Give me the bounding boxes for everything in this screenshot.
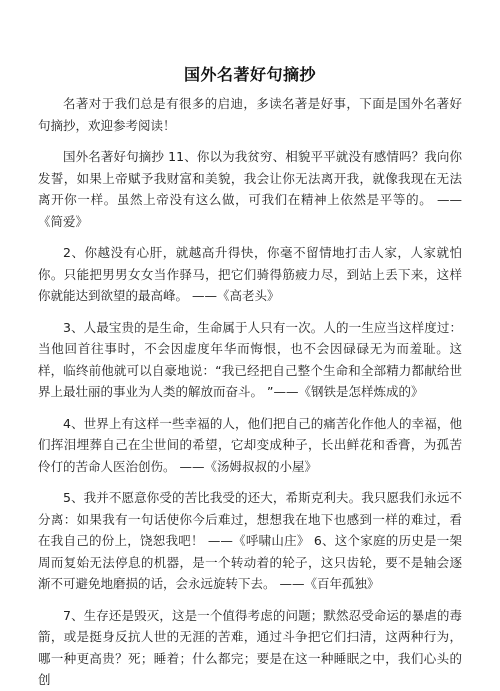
article-title: 国外名著好句摘抄 (183, 65, 316, 84)
quote-paragraph-2: 2、你越没有心肝，就越高升得快，你毫不留情地打击人家，人家就怕你。只能把男男女女当作驿马，把它们骑得筋疲力尽，到站上丢下来，这样你就能达到欲望的最高峰。 ——《高老头》 (38, 245, 462, 303)
quote-paragraph-1: 国外名著好句摘抄 11、你以为我贫穷、相貌平平就没有感情吗？我向你发誓，如果上帝赋予我财富和美貌，我会让你无法离开我，就像我现在无法离开你一样。虽然上帝没有这么做，可我们在精神上依然是平等的。 ——《简爱》 (38, 149, 462, 229)
quote-paragraph-5-6: 5、我并不愿意你受的苦比我受的还大，希斯克利夫。我只愿我们永远不分离：如果我有一句话使你今后难过，想想我在地下也感到一样的难过，看在我自己的份上，饶恕我吧！ ——《呼啸山庄》 6、这个家庭的历史是一架周而复始无法停息的机器，是一个转动着的轮子，这只齿轮，要不是轴会逐渐不可避免地磨损的话，会永远旋转下去。 ——《百年孤独》 (38, 490, 462, 591)
intro-paragraph: 名著对于我们总是有很多的启迪，多读名著是好事，下面是国外名著好句摘抄，欢迎参考阅读！ (38, 96, 462, 133)
quote-paragraph-4: 4、世界上有这样一些幸福的人，他们把自己的痛苦化作他人的幸福，他们挥泪埋葬自己在尘世间的希望，它却变成种子，长出鲜花和香膏，为孤苦伶仃的苦命人医治创伤。 ——《汤姆叔叔的小屋》 (38, 415, 462, 474)
quote-paragraph-7: 7、生存还是毁灭，这是一个值得考虑的问题；默然忍受命运的暴虐的毒箭，或是挺身反抗人世的无涯的苦难，通过斗争把它们扫清，这两种行为，哪一种更高贵？死；睡着；什么都完；要是在这一种睡眠之中，我们心头的创 (38, 607, 462, 687)
quote-paragraph-3: 3、人最宝贵的是生命，生命属于人只有一次。人的一生应当这样度过：当他回首往事时，不会因虚度年华而悔恨，也不会因碌碌无为而羞耻。这样，临终前他就可以自豪地说：“我已经把自己整个生命和全部精力都献给世界上最壮丽的事业为人类的解放而奋斗。 ”——《钢铁是怎样炼成的》 (38, 319, 462, 399)
